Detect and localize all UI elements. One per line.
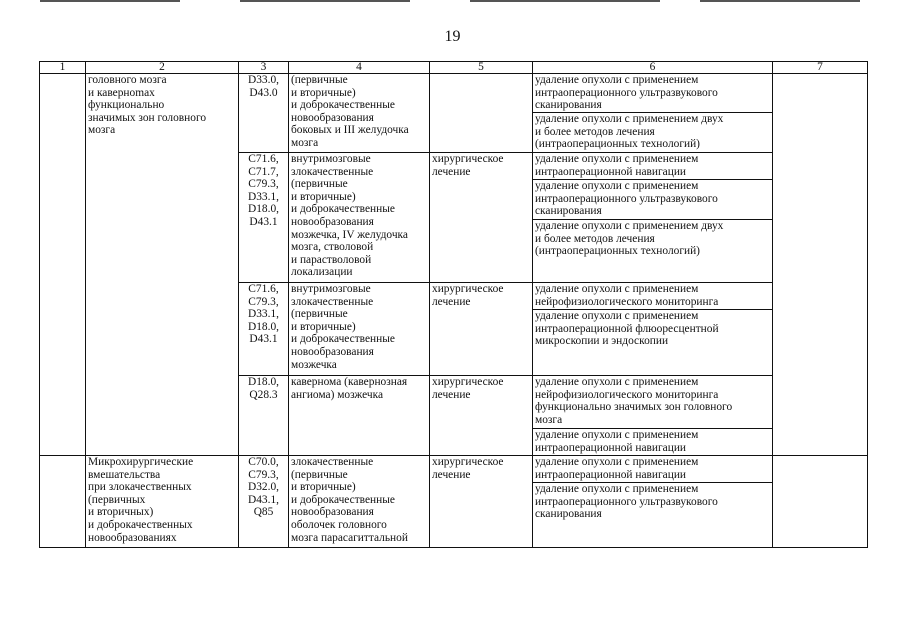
column-header-6: 6 — [533, 62, 773, 74]
intervention-cell: головного мозга и кавернomах функционально значимых зон головного мозга — [86, 74, 239, 456]
icd-codes-cell: D18.0, Q28.3 — [239, 376, 289, 456]
table-row — [40, 74, 868, 113]
disease-cell: внутримозговые злокачественные (первичные и вторичные) и доброкачественные новообразования мозжечка — [289, 283, 430, 376]
icd-codes-cell: C71.6, C79.3, D33.1, D18.0, D43.1 — [239, 283, 289, 376]
table-row — [40, 456, 868, 483]
column-header-1: 1 — [40, 62, 86, 74]
method-cell: удаление опухоли с применением интраоперационного ультразвукового сканирования — [533, 483, 773, 548]
column-header-4: 4 — [289, 62, 430, 74]
icd-codes-cell: D33.0, D43.0 — [239, 74, 289, 153]
column-header-7: 7 — [773, 62, 868, 74]
page-number: 19 — [444, 28, 461, 45]
icd-codes-cell: C71.6, C71.7, C79.3, D33.1, D18.0, D43.1 — [239, 153, 289, 283]
method-cell: удаление опухоли с применением двух и более методов лечения (интраоперационных технологий) — [533, 113, 773, 153]
col1-cell — [40, 456, 86, 548]
col1-cell — [40, 74, 86, 456]
treatment-cell: хирургическое лечение — [430, 376, 533, 456]
disease-cell: внутримозговые злокачественные (первичные и вторичные) и доброкачественные новообразования мозжечка, IV желудочка мозга, стволовой и парастволовой локализации — [289, 153, 430, 283]
column-header-3: 3 — [239, 62, 289, 74]
col7-cell — [773, 74, 868, 456]
disease-cell: злокачественные (первичные и вторичные) и доброкачественные новообразования оболочек головного мозга парасагиттальной — [289, 456, 430, 548]
disease-cell: каверномa (кавернозная ангиома) мозжечка — [289, 376, 430, 456]
method-cell: удаление опухоли с применением нейрофизиологического мониторинга функционально значимых зон головного мозга — [533, 376, 773, 429]
treatment-cell: хирургическое лечение — [430, 456, 533, 548]
top-edge-marks — [0, 0, 905, 4]
method-cell: удаление опухоли с применением интраоперационной навигации — [533, 429, 773, 456]
method-cell: удаление опухоли с применением двух и более методов лечения (интраоперационных технологий) — [533, 220, 773, 283]
col7-cell — [773, 456, 868, 548]
method-cell: удаление опухоли с применением интраоперационной навигации — [533, 153, 773, 180]
services-table — [39, 61, 868, 548]
method-cell: удаление опухоли с применением интраоперационной навигации — [533, 456, 773, 483]
method-cell: удаление опухоли с применением интраоперационной флюоресцентной микроскопии и эндоскопии — [533, 310, 773, 376]
treatment-cell: хирургическое лечение — [430, 153, 533, 283]
icd-codes-cell: C70.0, C79.3, D32.0, D43.1, Q85 — [239, 456, 289, 548]
disease-cell: (первичные и вторичные) и доброкачественные новообразования боковых и III желудочка мозга — [289, 74, 430, 153]
treatment-cell — [430, 74, 533, 153]
intervention-cell: Микрохирургические вмешательства при злокачественных (первичных и вторичных) и доброкачественных новообразованиях — [86, 456, 239, 548]
treatment-cell: хирургическое лечение — [430, 283, 533, 376]
method-cell: удаление опухоли с применением нейрофизиологического мониторинга — [533, 283, 773, 310]
method-cell: удаление опухоли с применением интраоперационного ультразвукового сканирования — [533, 74, 773, 113]
column-header-2: 2 — [86, 62, 239, 74]
column-header-5: 5 — [430, 62, 533, 74]
method-cell: удаление опухоли с применением интраоперационного ультразвукового сканирования — [533, 180, 773, 220]
column-number-row — [40, 62, 868, 74]
